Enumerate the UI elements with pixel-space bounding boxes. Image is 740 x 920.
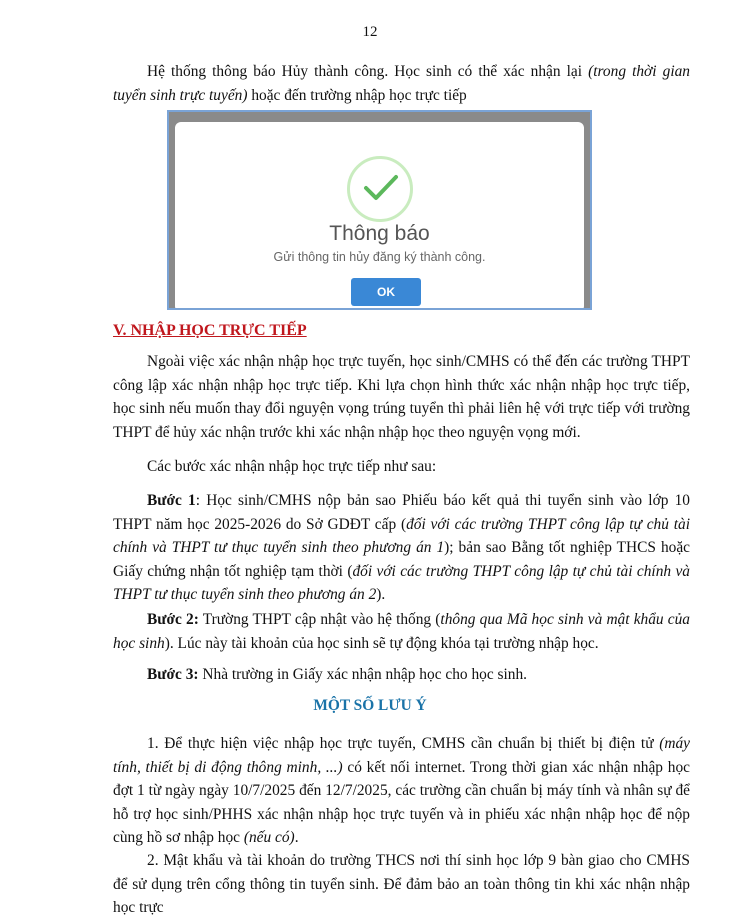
note-2-paragraph: 2. Mật khẩu và tài khoản do trường THCS nơi thí sinh học lớp 9 bàn giao cho CMHS để sử dụng trên cổng thông tin tuyển sinh. Để đảm bảo an toàn thông tin khi xác nhận nhập học trực <box>113 852 690 916</box>
intro-paragraph <box>113 60 690 107</box>
intro-italic: (trong thời gian tuyển sinh trực tuyến) <box>113 63 690 104</box>
step-1-paragraph <box>113 489 690 607</box>
check-icon <box>363 174 399 202</box>
section-paragraph-2: Các bước xác nhận nhập học trực tiếp như sau: <box>147 458 437 475</box>
ok-button[interactable]: OK <box>351 278 421 306</box>
page-number: 12 <box>362 24 378 40</box>
step-2-paragraph <box>113 608 690 655</box>
success-circle <box>347 156 413 222</box>
notes-title: MỘT SỐ LƯU Ý <box>313 697 427 714</box>
step-2-label: Bước 2: <box>147 611 199 628</box>
dialog-message: Gửi thông tin hủy đăng ký thành công. <box>273 250 486 264</box>
step-2-text-1: Trường THPT cập nhật vào hệ thống ( <box>198 611 441 628</box>
note-1-text-2: có kết nối internet. Trong thời gian xác nhận nhập học đợt 1 từ ngày ngày 10/7/2025 đến 12/7/2025, các trường cần chuẩn bị máy tính và nhân sự để hỗ trợ học sinh/PHHS xác nhận nhập học trực tuyến và in phiếu xác nhận nhập học để nộp cùng hồ sơ nhập học <box>113 758 690 846</box>
step-3-paragraph <box>113 663 690 687</box>
step-2-text-2: ). Lúc này tài khoản của học sinh sẽ tự động khóa tại trường nhập học. <box>164 634 599 652</box>
note-1-italic-2: (nếu có) <box>243 829 295 846</box>
step-3-label: Bước 3: <box>147 666 199 683</box>
dialog-title: Thông báo <box>329 222 430 245</box>
step-3-text: Nhà trường in Giấy xác nhận nhập học cho học sinh. <box>198 666 528 683</box>
note-1-text-1: 1. Để thực hiện việc nhập học trực tuyến, CMHS cần chuẩn bị thiết bị điện tử <box>147 735 660 752</box>
step-1-text-2: ); bản sao Bằng tốt nghiệp THCS hoặc Giấy chứng nhận tốt nghiệp tạm thời ( <box>113 539 690 580</box>
dialog-screenshot <box>167 110 592 310</box>
step-1-label: Bước 1 <box>147 492 196 509</box>
step-2-italic: thông qua Mã học sinh và mật khẩu của học sinh <box>113 611 690 652</box>
note-1-paragraph <box>113 732 690 850</box>
intro-text-2: hoặc đến trường nhập học trực tiếp <box>247 86 467 104</box>
section-paragraph-1: Ngoài việc xác nhận nhập học trực tuyến, học sinh/CMHS có thể đến các trường THPT công lập xác nhận nhập học trực tiếp. Khi lựa chọn hình thức xác nhận nhập học trực tiếp, học sinh nếu muốn thay đổi nguyện vọng trúng tuyển thì phải liên hệ với trực tiếp với trường THPT để hủy xác nhận trước khi xác nhận nhập học theo nguyện vọng mới. <box>113 353 690 441</box>
step-1-text-3: ). <box>376 586 386 603</box>
step-1-italic-2: đối với các trường THPT công lập tự chủ tài chính và THPT tư thục tuyển sinh theo phương án 2 <box>113 562 690 603</box>
intro-text-1: Hệ thống thông báo Hủy thành công. Học sinh có thể xác nhận lại <box>147 63 589 80</box>
section-title: V. NHẬP HỌC TRỰC TIẾP <box>113 322 307 339</box>
notification-dialog <box>175 122 584 310</box>
step-1-italic-1: đối với các trường THPT công lập tự chủ tài chính và THPT tư thục tuyển sinh theo phương án 1 <box>113 515 690 556</box>
step-1-text-1: : Học sinh/CMHS nộp bản sao Phiếu báo kết quả thi tuyển sinh vào lớp 10 THPT năm học 2025-2026 do Sở GDĐT cấp ( <box>113 492 690 533</box>
note-1-italic-1: (máy tính, thiết bị di động thông minh, ...) <box>113 735 690 776</box>
note-1-text-3: . <box>294 829 299 846</box>
